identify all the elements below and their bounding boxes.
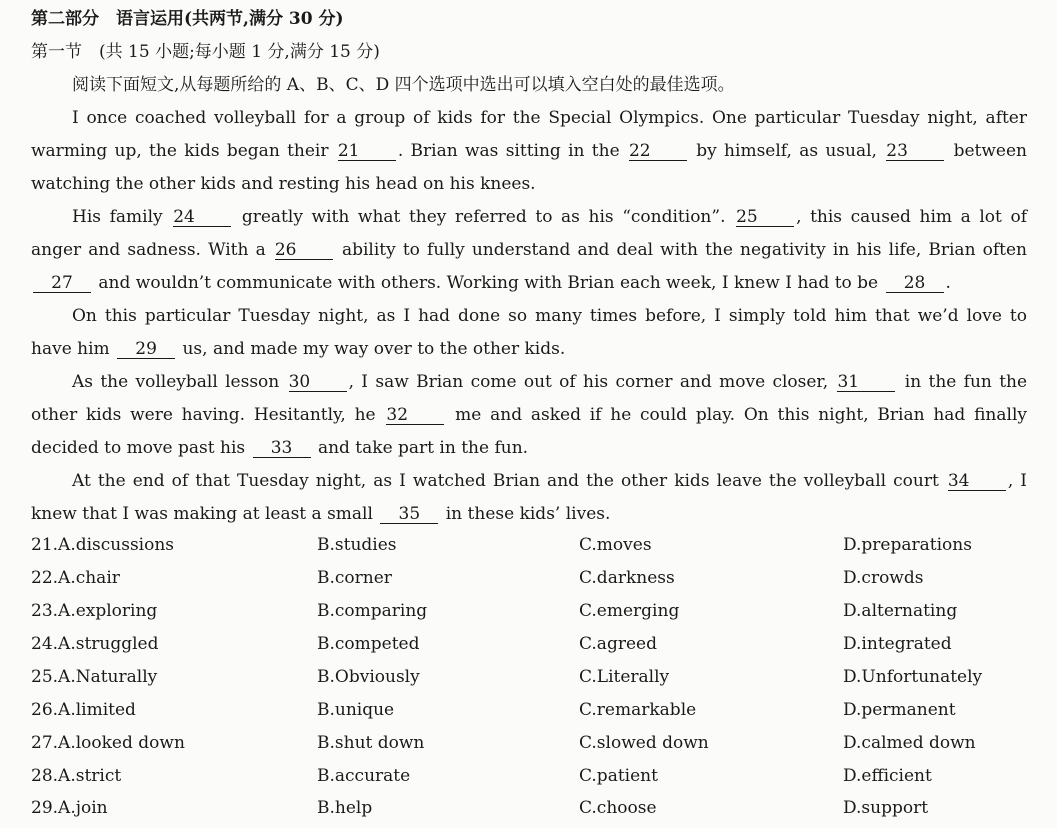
blank-21: 21 [338, 142, 396, 161]
option-a: 22.A.chair [31, 568, 120, 588]
option-d: D.calmed down [843, 733, 976, 753]
blank-26: 26 [275, 241, 333, 260]
option-b: B.unique [317, 700, 395, 720]
option-a: 23.A.exploring [31, 601, 158, 621]
option-a: 24.A.struggled [31, 634, 159, 654]
option-d: D.alternating [843, 601, 958, 621]
option-d: D.Unfortunately [843, 667, 983, 687]
option-a: 28.A.strict [31, 766, 122, 786]
option-b: B.Obviously [317, 667, 420, 687]
option-a: 27.A.looked down [31, 733, 185, 753]
blank-29: 29 [117, 340, 175, 359]
option-b: B.shut down [317, 733, 425, 753]
option-d: D.crowds [843, 568, 924, 588]
passage-line: anger and sadness. With a 26 ability to fully understand and deal with the negativity in his life, Brian often [31, 240, 1028, 260]
blank-28: 28 [886, 274, 944, 293]
option-b: B.studies [317, 535, 397, 555]
blank-25: 25 [736, 208, 794, 227]
option-c: C.darkness [579, 568, 675, 588]
option-c: C.Literally [579, 667, 670, 687]
blank-27: 27 [33, 274, 91, 293]
option-d: D.preparations [843, 535, 972, 555]
option-c: C.emerging [579, 601, 680, 621]
blank-22: 22 [629, 142, 687, 161]
passage-line: warming up, the kids began their 21 . Brian was sitting in the 22 by himself, as usual, 23 between [31, 141, 1027, 161]
option-b: B.help [317, 798, 373, 818]
passage-line: knew that I was making at least a small 35 in these kids’ lives. [31, 504, 611, 524]
option-c: C.choose [579, 798, 657, 818]
option-c: C.remarkable [579, 700, 697, 720]
option-d: D.permanent [843, 700, 956, 720]
option-d: D.support [843, 798, 929, 818]
blank-35: 35 [380, 505, 438, 524]
option-c: C.agreed [579, 634, 657, 654]
option-a: 26.A.limited [31, 700, 136, 720]
option-a: 25.A.Naturally [31, 667, 158, 687]
passage-line: 27 and wouldn’t communicate with others. Working with Brian each week, I knew I had to be 28 . [31, 272, 1027, 294]
passage-line: I once coached volleyball for a group of kids for the Special Olympics. One particular Tuesday night, after [72, 108, 1027, 128]
passage-line: As the volleyball lesson 30 , I saw Brian come out of his corner and move closer, 31 in the fun the [72, 372, 1028, 392]
blank-32: 32 [386, 406, 444, 425]
blank-24: 24 [173, 208, 231, 227]
section-title: 第二部分 语言运用(共两节,满分 30 分) [31, 9, 344, 29]
option-b: B.competed [317, 634, 420, 654]
instruction: 阅读下面短文,从每题所给的 A、B、C、D 四个选项中选出可以填入空白处的最佳选项。 [72, 75, 735, 95]
option-c: C.patient [579, 766, 658, 786]
subsection-title: 第一节 (共 15 小题;每小题 1 分,满分 15 分) [31, 42, 380, 62]
option-b: B.comparing [317, 601, 428, 621]
blank-33: 33 [253, 439, 311, 458]
option-c: C.moves [579, 535, 652, 555]
option-a: 21.A.discussions [31, 535, 175, 555]
option-d: D.efficient [843, 766, 932, 786]
option-c: C.slowed down [579, 733, 709, 753]
blank-34: 34 [948, 472, 1006, 491]
passage-line: decided to move past his 33 and take part in the fun. [31, 438, 529, 458]
option-d: D.integrated [843, 634, 952, 654]
blank-23: 23 [886, 142, 944, 161]
passage-line: have him 29 us, and made my way over to the other kids. [31, 339, 566, 359]
passage-line: His family 24 greatly with what they referred to as his “condition”. 25 , this caused him a lot of [72, 207, 1027, 227]
passage-line: On this particular Tuesday night, as I had done so many times before, I simply told him that we’d love to [72, 306, 1027, 326]
option-a: 29.A.join [31, 798, 108, 818]
blank-31: 31 [837, 373, 895, 392]
passage-line: watching the other kids and resting his head on his knees. [31, 174, 536, 194]
passage-line: At the end of that Tuesday night, as I watched Brian and the other kids leave the volleyball court 34 , I [72, 471, 1027, 491]
blank-30: 30 [289, 373, 347, 392]
option-b: B.accurate [317, 766, 411, 786]
option-b: B.corner [317, 568, 392, 588]
passage-line: other kids were having. Hesitantly, he 32 me and asked if he could play. On this night, Brian had finally [31, 405, 1027, 425]
